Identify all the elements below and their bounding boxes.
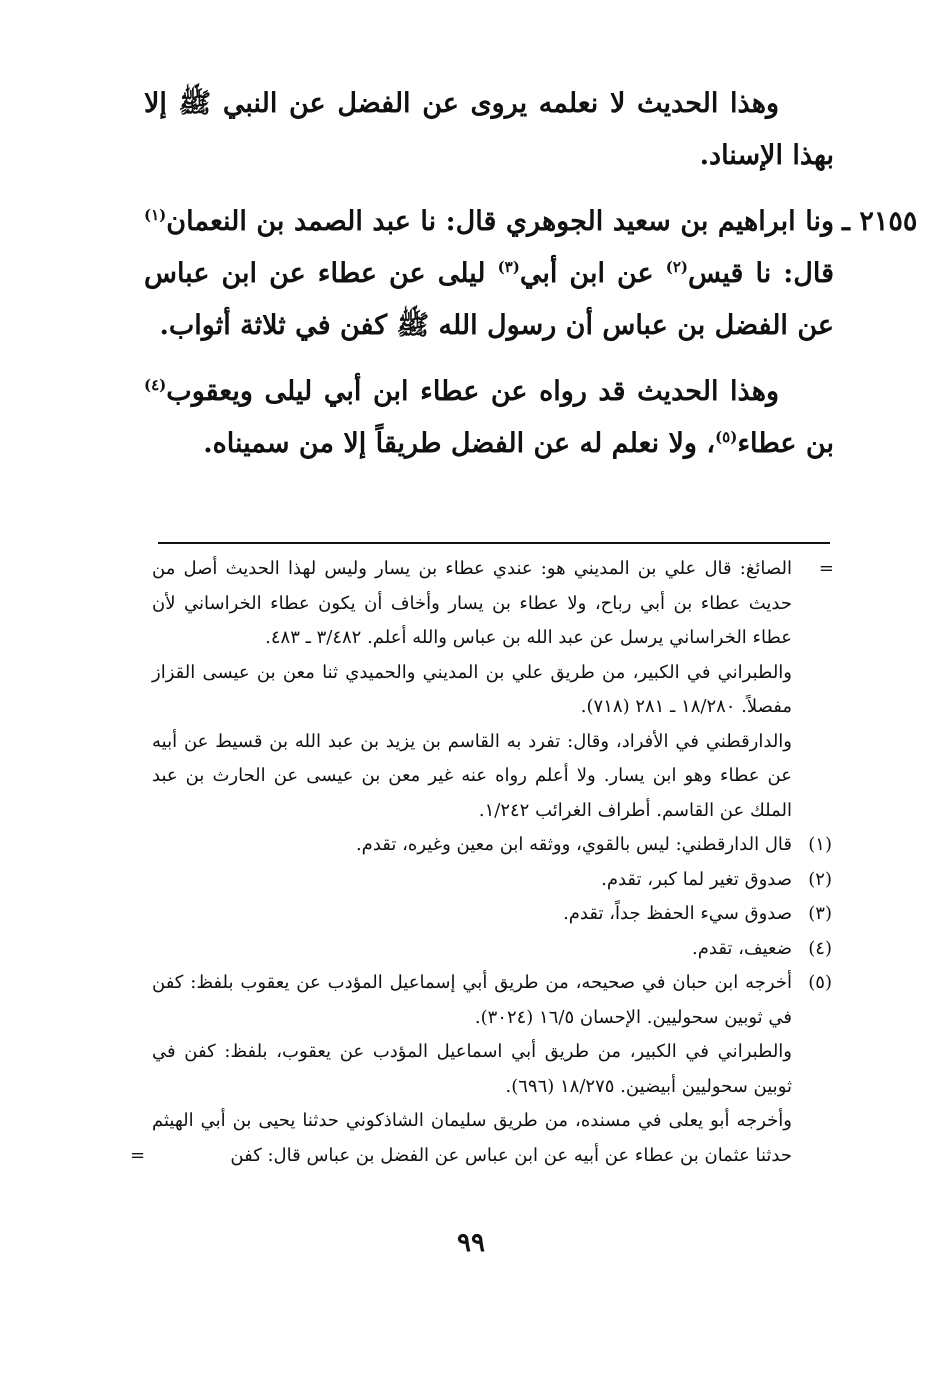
continuation-text-3: والدارقطني في الأفراد، وقال: تفرد به القاسم بن يزيد بن عبد الله بن قسيط عن أبيه عن عطاء وهو ابن يسار. ولا أعلم رواه عنه غير معن بن عيسى عن الحارث بن عبد الملك عن القاسم. أطراف الغرائب ١/٢٤٢. <box>152 730 792 821</box>
footnote-item-3 <box>152 897 832 932</box>
footnote-5-text-b: وأخرجه أبو يعلى في مسنده، من طريق سليمان الشاذكوني حدثنا يحيى بن أبي الهيثم حدثنا عثمان بن عطاء عن أبيه عن ابن عباس عن الفضل بن عباس قال: كفن <box>152 1110 792 1166</box>
footnote-ref-5[interactable]: (٥) <box>715 428 738 446</box>
para3-text-1: وهذا الحديث قد رواه عن عطاء ابن أبي ليلى ويعقوب <box>166 376 779 407</box>
footnote-number: (٣) <box>808 903 832 924</box>
footnote-item-1 <box>152 828 832 863</box>
footnote-ref-3[interactable]: (٣) <box>497 258 520 276</box>
footnote-number: (٤) <box>808 937 832 959</box>
main-text-block <box>144 78 918 484</box>
para3-text-3: ، ولا نعلم له عن الفضل طريقاً إلا من سميناه. <box>203 428 716 459</box>
continuation-text-2: والطبراني في الكبير، من طريق علي بن المديني والحميدي ثنا معن بن عيسى القزاز مفصلاً. ١٨/٢٨٠ ـ ٢٨١ (٧١٨). <box>152 661 792 717</box>
footnote-text: قال الدارقطني: ليس بالقوي، ووثقه ابن معين وغيره، تقدم. <box>355 834 792 855</box>
continuation-text: الصائغ: قال علي بن المديني هو: عندي عطاء بن يسار وليس لهذا الحديث أصل من حديث عطاء بن أبي رباح، ولا عطاء بن يسار وأخاف أن يكون عطاء الخراساني لأن عطاء الخراساني يرسل عن عبد الله بن عباس والله أعلم. ٣/٤٨٢ ـ ٤٨٣. <box>152 558 792 648</box>
main-paragraph-1: وهذا الحديث لا نعلمه يروى عن الفضل عن النبي ﷺ إلا بهذا الإسناد. <box>144 88 834 171</box>
footnote-text: صدوق تغير لما كبر، تقدم. <box>601 868 792 890</box>
footnote-number: (٢) <box>808 868 832 890</box>
continuation-mark: = <box>818 558 834 579</box>
hadith-text-1: ونا ابراهيم بن سعيد الجوهري قال: نا عبد الصمد بن النعمان <box>166 206 834 237</box>
footnote-item-4 <box>152 932 832 967</box>
hadith-paragraph <box>144 196 918 352</box>
footnotes-block <box>130 552 834 1173</box>
hadith-number: ٢١٥٥ ـ <box>842 206 918 237</box>
footnote-text: ضعيف، تقدم. <box>692 937 792 959</box>
footnote-divider <box>158 542 830 544</box>
end-continuation-mark: = <box>130 1144 146 1166</box>
footnote-ref-2[interactable]: (٢) <box>665 258 688 276</box>
page-number: ٩٩ <box>457 1228 485 1258</box>
footnote-continuation <box>152 552 834 656</box>
footnote-text: صدوق سيء الحفظ جداً، تقدم. <box>563 903 792 924</box>
footnote-ref-1[interactable]: (١) <box>144 206 167 224</box>
footnote-number: (٥) <box>808 972 832 993</box>
hadith-text-3: عن ابن أبي <box>519 258 666 289</box>
main-paragraph-3 <box>144 366 834 470</box>
hadith-text-4: ليلى عن عطاء عن ابن عباس عن الفضل بن عباس أن رسول الله ﷺ كفن في ثلاثة أثواب. <box>144 258 834 341</box>
footnote-item-5 <box>152 966 832 1035</box>
footnote-5-continuation-b <box>130 1104 792 1173</box>
footnote-5-continuation-a: والطبراني في الكبير، من طريق أبي اسماعيل المؤدب عن يعقوب، بلفظ: كفن في ثوبين سحوليين أبيضين. ١٨/٢٧٥ (٦٩٦). <box>152 1041 792 1097</box>
footnote-number: (١) <box>808 834 832 855</box>
footnote-item-2 <box>152 863 832 898</box>
footnote-text: أخرجه ابن حبان في صحيحه، من طريق أبي إسماعيل المؤدب عن يعقوب بلفظ: كفن في ثوبين سحوليين. الإحسان ١٦/٥ (٣٠٢٤). <box>152 972 792 1028</box>
hadith-text-2: قال: نا قيس <box>687 258 834 289</box>
footnote-ref-4[interactable]: (٤) <box>144 376 167 394</box>
para3-text-2: بن عطاء <box>737 428 834 459</box>
